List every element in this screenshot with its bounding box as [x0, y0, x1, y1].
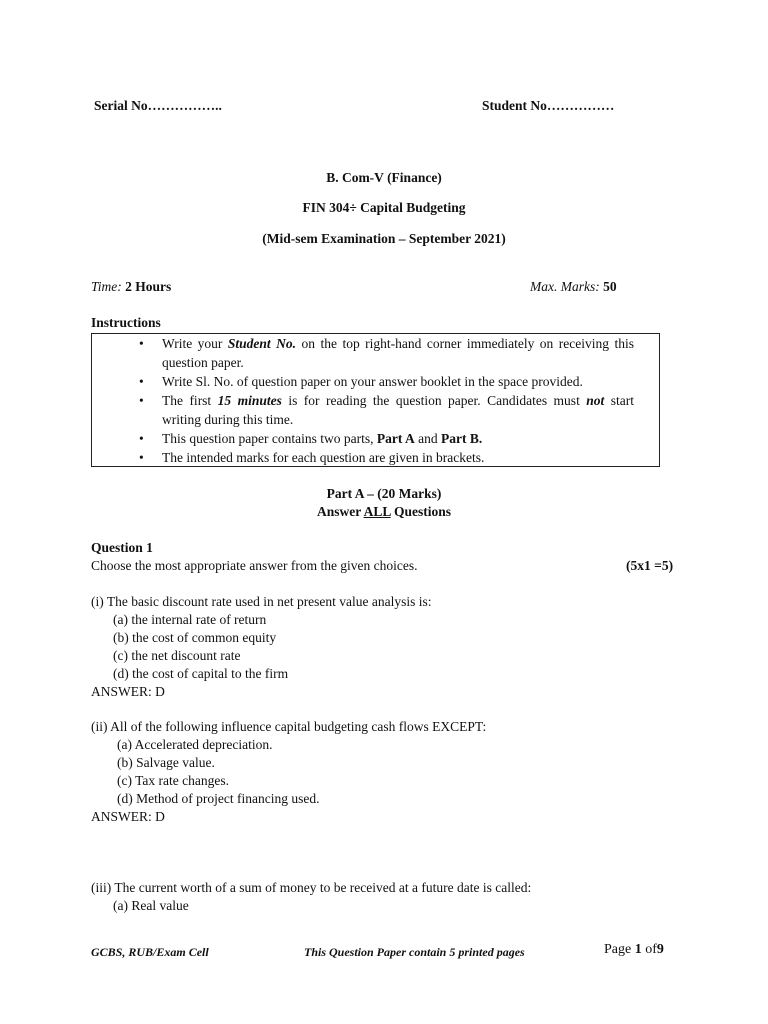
bullet-icon: •: [139, 431, 144, 446]
max-marks-info: [530, 279, 617, 295]
answer-option: (c) Tax rate changes.: [117, 773, 229, 788]
answer-option: (d) Method of project financing used.: [117, 791, 320, 806]
page-indicator: Page 1 of9: [604, 942, 664, 957]
instructions-heading: Instructions: [91, 315, 161, 330]
bullet-icon: •: [139, 450, 144, 465]
answer-option: (a) Real value: [113, 898, 189, 913]
question-1-label: Question 1: [91, 540, 153, 555]
student-number-label: Student No……………: [482, 98, 615, 113]
answer-option: (b) Salvage value.: [117, 755, 215, 770]
instruction-item: • Write Sl. No. of question paper on your answer booklet in the space provided.: [162, 373, 634, 392]
bullet-icon: •: [139, 336, 144, 351]
instruction-item: • Write your Student No. on the top right-hand corner immediately on receiving this question paper.: [139, 336, 634, 370]
bullet-icon: •: [139, 374, 144, 389]
part-a-subheading: Answer ALL Questions: [316, 504, 452, 519]
question-stem: (iii) The current worth of a sum of money to be received at a future date is called:: [91, 880, 532, 895]
program-title: B. Com-V (Finance): [326, 170, 442, 185]
answer-option: (a) Accelerated depreciation.: [117, 737, 273, 752]
time-label: Time:: [91, 279, 122, 294]
part-a-heading: Part A – (20 Marks): [326, 486, 442, 501]
instruction-item: • The first 15 minutes is for reading the question paper. Candidates must not start writing during this time.: [139, 393, 634, 427]
question-1-marks: (5x1 =5): [626, 558, 674, 573]
answer-option: (d) the cost of capital to the firm: [113, 666, 289, 681]
bullet-icon: •: [139, 393, 144, 408]
question-1-prompt: Choose the most appropriate answer from the given choices.: [91, 558, 418, 573]
answer-option: (c) the net discount rate: [113, 648, 241, 663]
answer-key: ANSWER: D: [91, 809, 165, 824]
instruction-item: • This question paper contains two parts, Part A and Part B.: [162, 430, 634, 449]
time-info: [91, 279, 171, 295]
exam-title: (Mid-sem Examination – September 2021): [262, 231, 506, 246]
answer-key: ANSWER: D: [91, 684, 165, 699]
footer-left: GCBS, RUB/Exam Cell: [91, 945, 209, 959]
footer-center: This Question Paper contain 5 printed pages: [304, 945, 525, 959]
max-marks-value: 50: [603, 279, 617, 294]
answer-option: (a) the internal rate of return: [113, 612, 267, 627]
max-marks-label: Max. Marks:: [530, 279, 600, 294]
answer-option: (b) the cost of common equity: [113, 630, 277, 645]
time-value: 2 Hours: [125, 279, 172, 294]
instruction-item: • The intended marks for each question are given in brackets.: [162, 449, 634, 468]
question-stem: (ii) All of the following influence capital budgeting cash flows EXCEPT:: [91, 719, 487, 734]
instructions-box: [91, 333, 660, 467]
question-stem: (i) The basic discount rate used in net present value analysis is:: [91, 594, 432, 609]
serial-number-label: Serial No……………..: [94, 98, 222, 113]
course-title: FIN 304÷ Capital Budgeting: [302, 200, 466, 215]
